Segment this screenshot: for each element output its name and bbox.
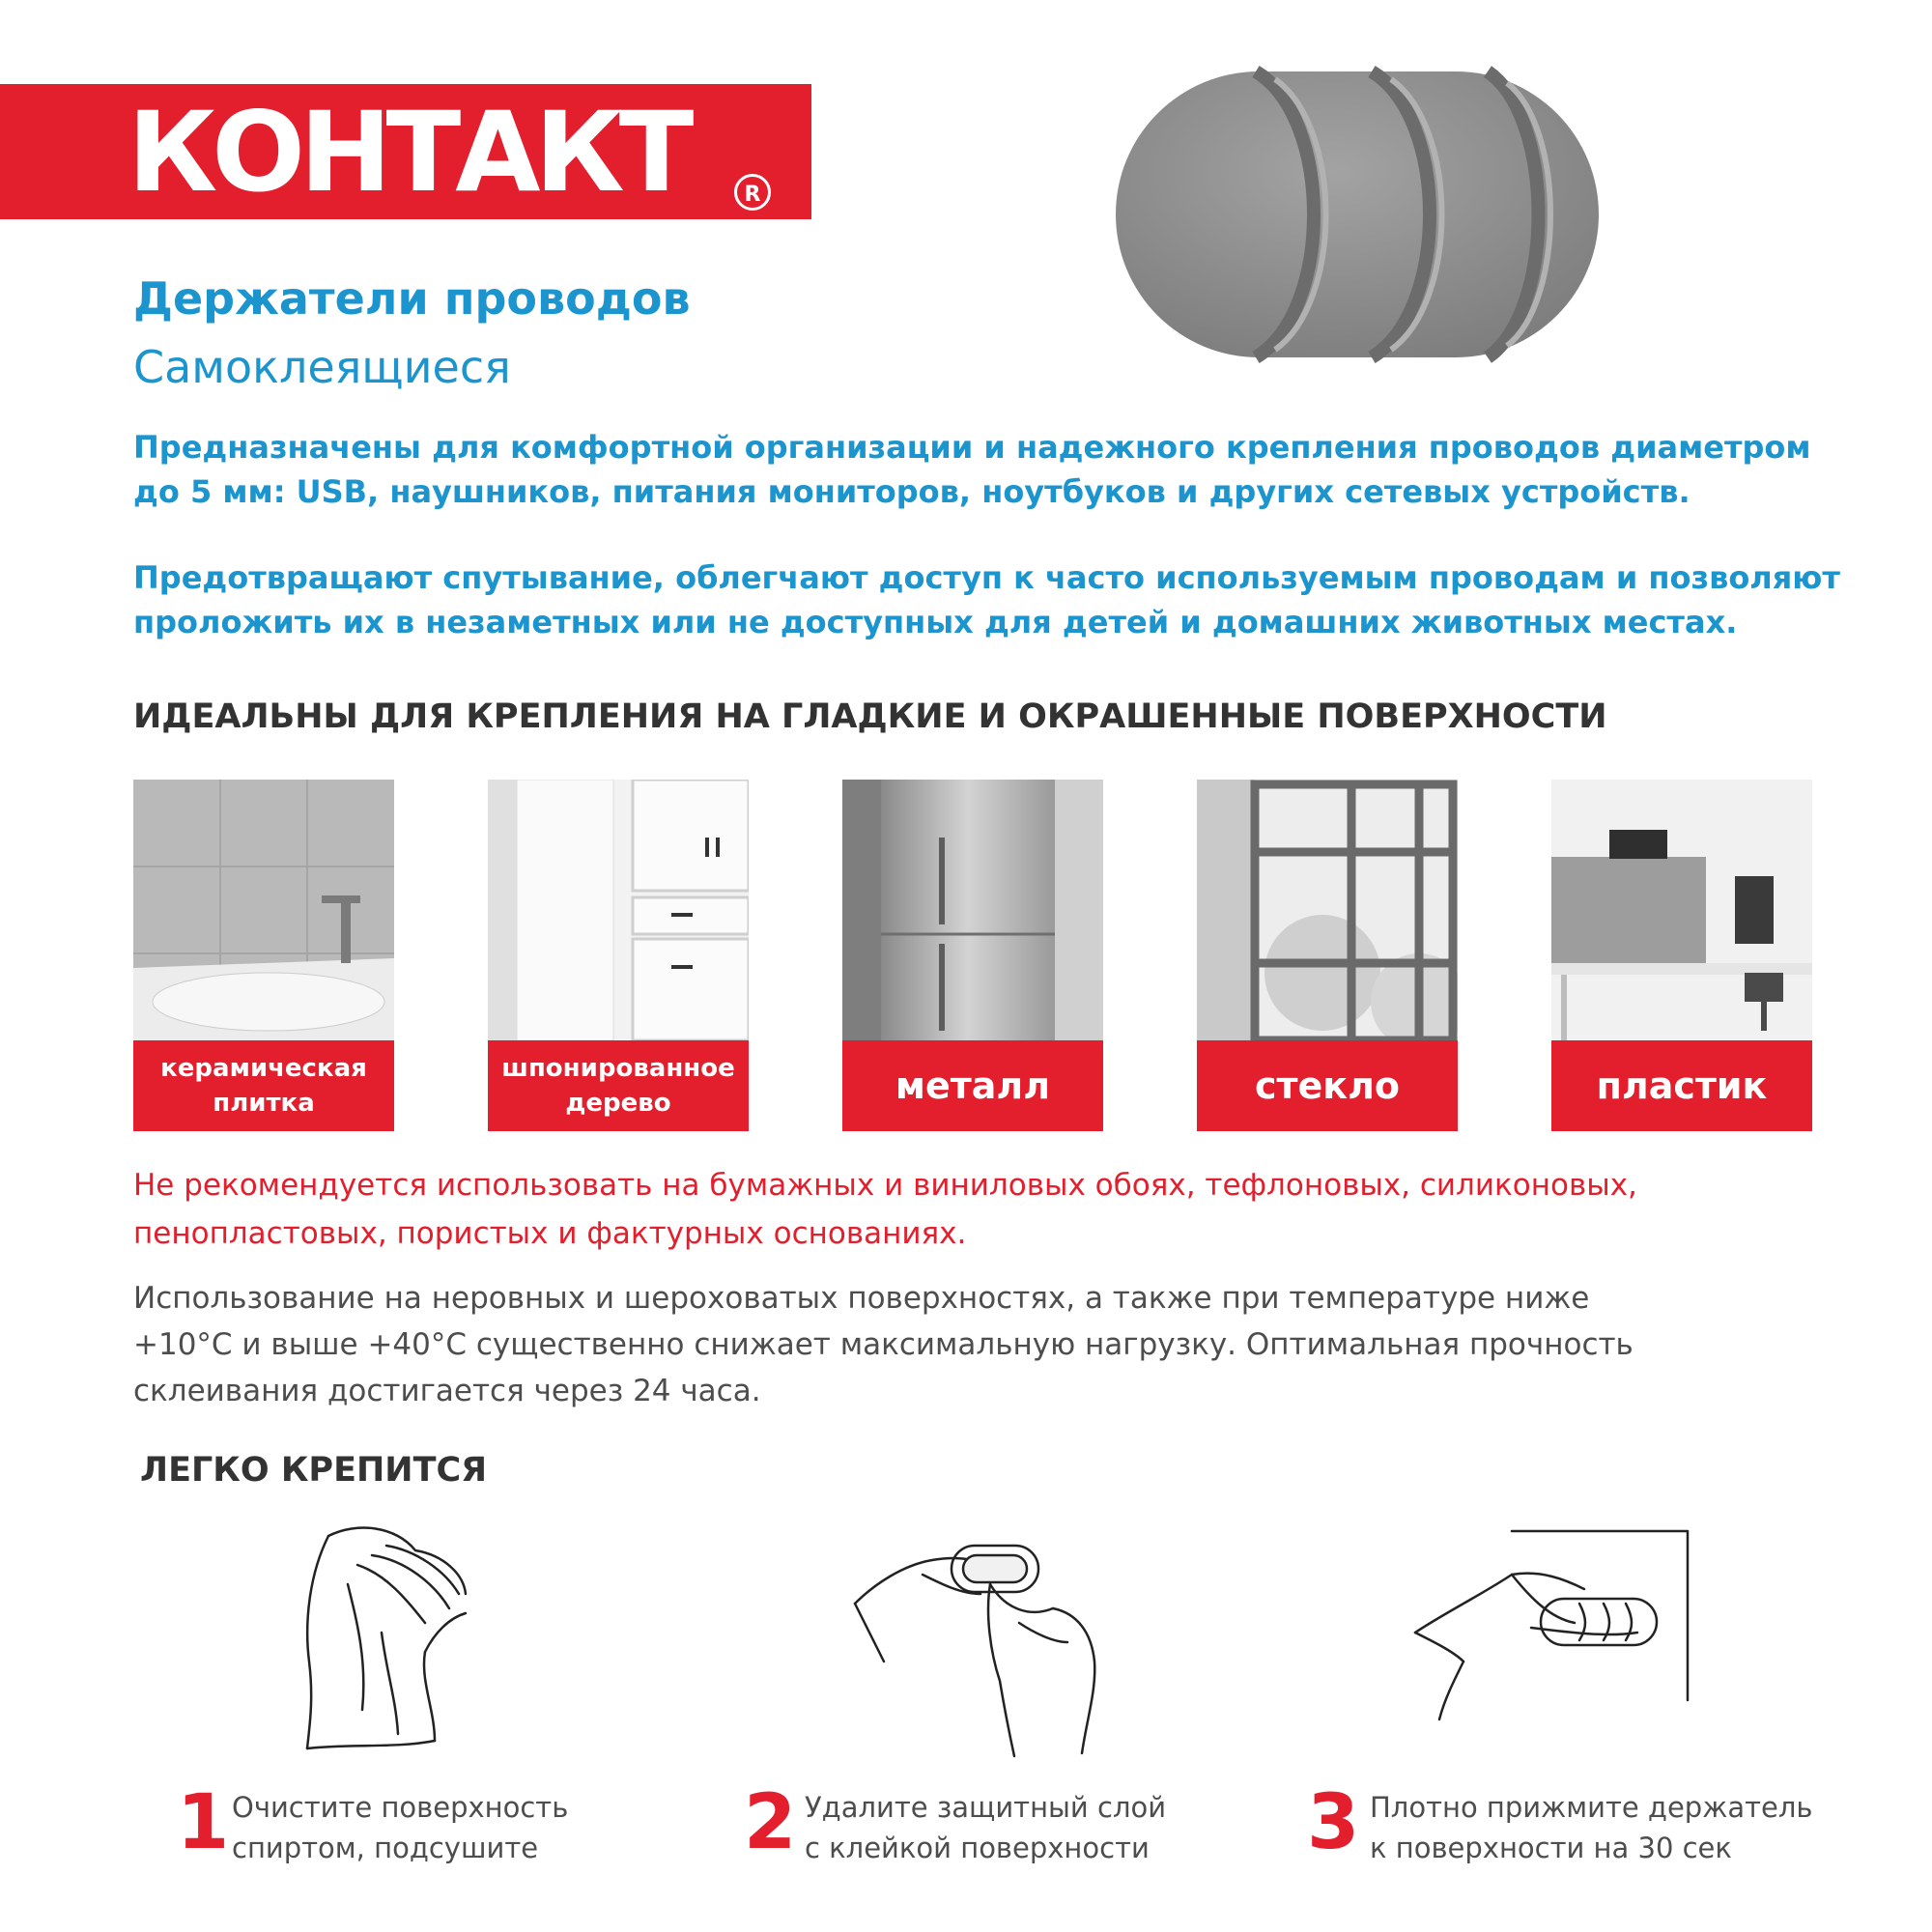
surface-label	[488, 1040, 749, 1131]
step-caption-line: с клейкой поверхности	[805, 1832, 1150, 1864]
ceramic-tile-photo	[133, 780, 394, 1040]
surface-label-line: плитка	[213, 1089, 315, 1118]
cable-holder-product-image	[1111, 60, 1604, 369]
usage-line: Использование на неровных и шероховатых поверхностях, а также при температуре ниже	[133, 1281, 1590, 1316]
veneer-wood-photo	[488, 780, 749, 1040]
step-number: 2	[744, 1779, 797, 1866]
usage-line: +10°С и выше +40°С существенно снижает максимальную нагрузку. Оптимальная прочность	[133, 1327, 1634, 1362]
surface-card-metal	[842, 780, 1103, 1131]
step-caption-line: к поверхности на 30 сек	[1370, 1832, 1732, 1864]
intro-line: Предназначены для комфортной организации и надежного крепления проводов диаметром	[133, 429, 1811, 466]
warning-line: Не рекомендуется использовать на бумажных и виниловых обоях, тефлоновых, силиконовых,	[133, 1168, 1637, 1203]
surface-card-ceramic	[133, 780, 394, 1131]
surfaces-heading: ИДЕАЛЬНЫ ДЛЯ КРЕПЛЕНИЯ НА ГЛАДКИЕ И ОКРАШЕННЫЕ ПОВЕРХНОСТИ	[133, 697, 1607, 736]
surface-label-line: шпонированное	[501, 1054, 735, 1083]
mounting-heading: ЛЕГКО КРЕПИТСЯ	[140, 1451, 488, 1490]
surface-label: металл	[842, 1040, 1103, 1131]
step-caption	[805, 1787, 1166, 1868]
page-subtitle: Самоклеящиеся	[133, 341, 511, 393]
intro-paragraph-2	[133, 555, 1872, 644]
intro-line: Предотвращают спутывание, облегчают доступ к часто используемым проводам и позволяют	[133, 559, 1840, 596]
plastic-office-photo	[1551, 780, 1812, 1040]
warning-text	[133, 1161, 1853, 1258]
peel-layer-hands-icon	[845, 1517, 1106, 1758]
step-caption-line: Плотно прижмите держатель	[1370, 1791, 1813, 1824]
surface-label	[133, 1040, 394, 1131]
surface-label-line: дерево	[565, 1089, 671, 1118]
brand-logo: КОНТАКТ	[128, 88, 689, 216]
page-title: Держатели проводов	[133, 272, 691, 325]
step-caption	[232, 1787, 568, 1868]
step-number: 3	[1307, 1779, 1360, 1866]
intro-line: до 5 мм: USB, наушников, питания мониторов, ноутбуков и других сетевых устройств.	[133, 473, 1690, 510]
glass-window-photo	[1197, 780, 1458, 1040]
registered-mark-icon: R	[734, 174, 771, 211]
step-caption-line: Очистите поверхность	[232, 1791, 569, 1824]
warning-line: пенопластовых, пористых и фактурных основаниях.	[133, 1216, 967, 1251]
surface-card-glass	[1197, 780, 1458, 1131]
surface-card-plastic	[1551, 780, 1812, 1131]
surface-card-veneer	[488, 780, 749, 1131]
step-caption	[1370, 1787, 1812, 1868]
step-caption-line: спиртом, подсушите	[232, 1832, 539, 1864]
wipe-surface-hand-icon	[290, 1517, 483, 1758]
surface-label: пластик	[1551, 1040, 1812, 1131]
intro-line: проложить их в незаметных или не доступных для детей и домашних животных местах.	[133, 604, 1738, 640]
step-caption-line: Удалите защитный слой	[805, 1791, 1167, 1824]
press-holder-hand-icon	[1406, 1517, 1695, 1758]
surface-label-line: керамическая	[160, 1054, 367, 1083]
usage-line: склеивания достигается через 24 часа.	[133, 1374, 761, 1408]
surface-label: стекло	[1197, 1040, 1458, 1131]
metal-fridge-photo	[842, 780, 1103, 1040]
intro-paragraph-1	[133, 425, 1872, 514]
usage-text	[133, 1275, 1853, 1414]
step-number: 1	[177, 1779, 230, 1866]
